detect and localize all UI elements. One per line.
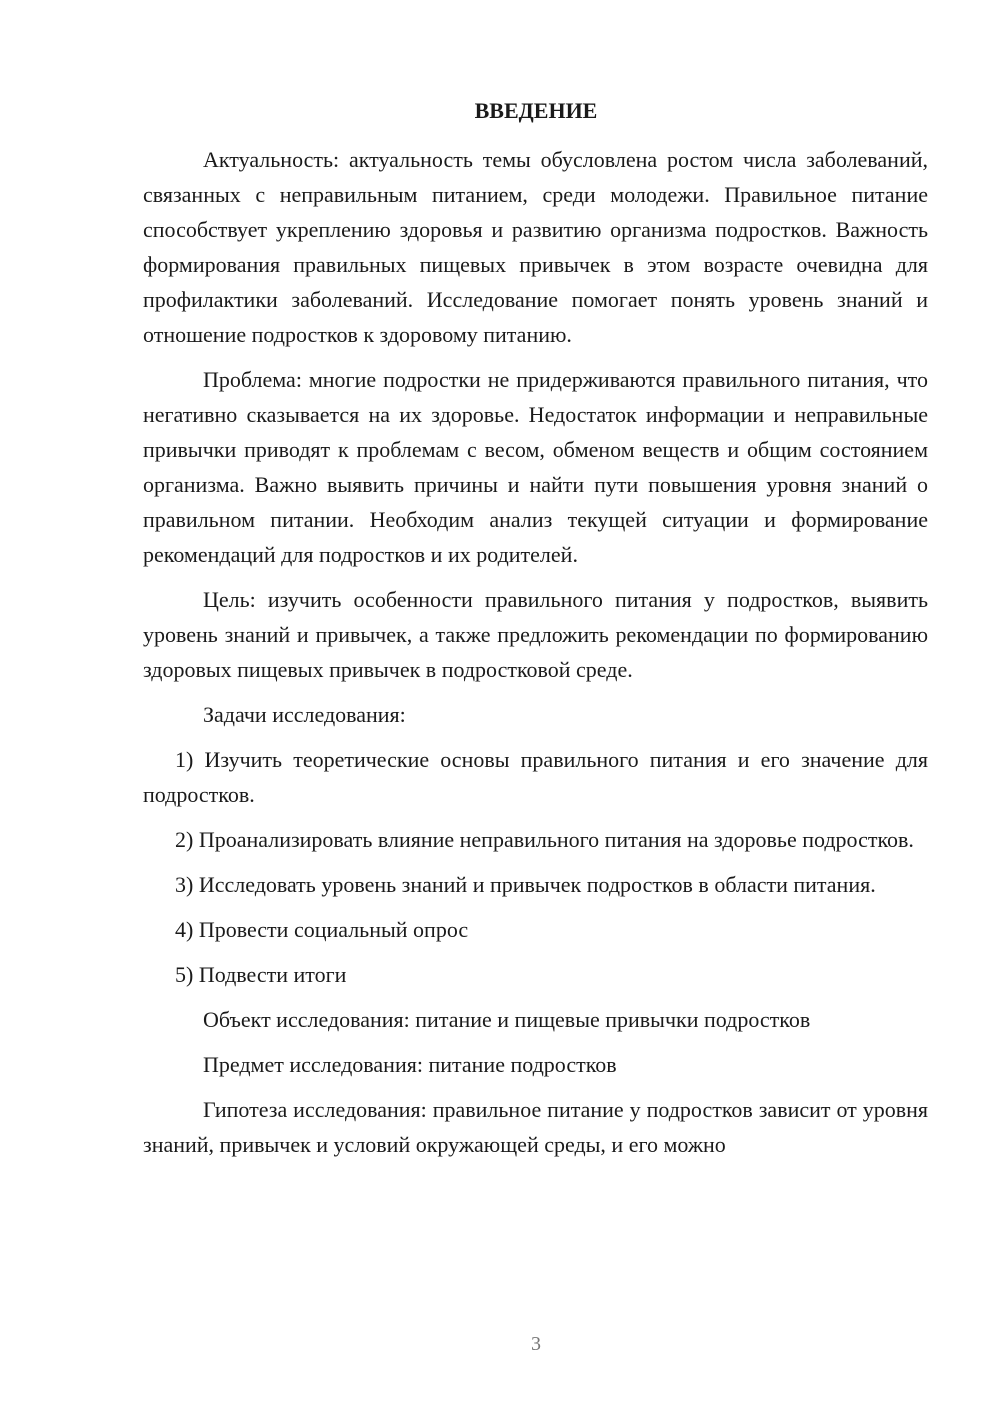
task-item-1: 1) Изучить теоретические основы правильного питания и его значение для подростков. bbox=[143, 747, 928, 807]
page-number: 3 bbox=[531, 1333, 541, 1355]
paragraph-object: Объект исследования: питание и пищевые привычки подростков bbox=[203, 1007, 811, 1032]
paragraph-hypothesis: Гипотеза исследования: правильное питание у подростков зависит от уровня знаний, привычек и условий окружающей среды, и его можно bbox=[143, 1097, 928, 1157]
task-item-4: 4) Провести социальный опрос bbox=[175, 917, 469, 942]
section-heading: ВВЕДЕНИЕ bbox=[474, 98, 598, 123]
task-item-2: 2) Проанализировать влияние неправильного питания на здоровье подростков. bbox=[175, 827, 914, 852]
paragraph-problem: Проблема: многие подростки не придерживаются правильного питания, что негативно сказывается на их здоровье. Недостаток информации и неправильные привычки приводят к проблемам с весом, обменом веществ и общим состоянием организма. Важно выявить причины и найти пути повышения уровня знаний о правильном питании. Необходим анализ текущей ситуации и формирование рекомендаций для подростков и их родителей. bbox=[143, 367, 928, 567]
paragraph-tasks-intro: Задачи исследования: bbox=[203, 702, 406, 727]
paragraph-goal: Цель: изучить особенности правильного питания у подростков, выявить уровень знаний и привычек, а также предложить рекомендации по формированию здоровых пищевых привычек в подростковой среде. bbox=[143, 587, 928, 682]
task-item-5: 5) Подвести итоги bbox=[175, 962, 347, 987]
paragraph-subject: Предмет исследования: питание подростков bbox=[203, 1052, 617, 1077]
task-item-3: 3) Исследовать уровень знаний и привычек подростков в области питания. bbox=[175, 872, 876, 897]
paragraph-relevance: Актуальность: актуальность темы обусловлена ростом числа заболеваний, связанных с неправильным питанием, среди молодежи. Правильное питание способствует укреплению здоровья и развитию организма подростков. Важность формирования правильных пищевых привычек в этом возрасте очевидна для профилактики заболеваний. Исследование помогает понять уровень знаний и отношение подростков к здоровому питанию. bbox=[143, 147, 928, 347]
body-text bbox=[143, 142, 928, 1172]
